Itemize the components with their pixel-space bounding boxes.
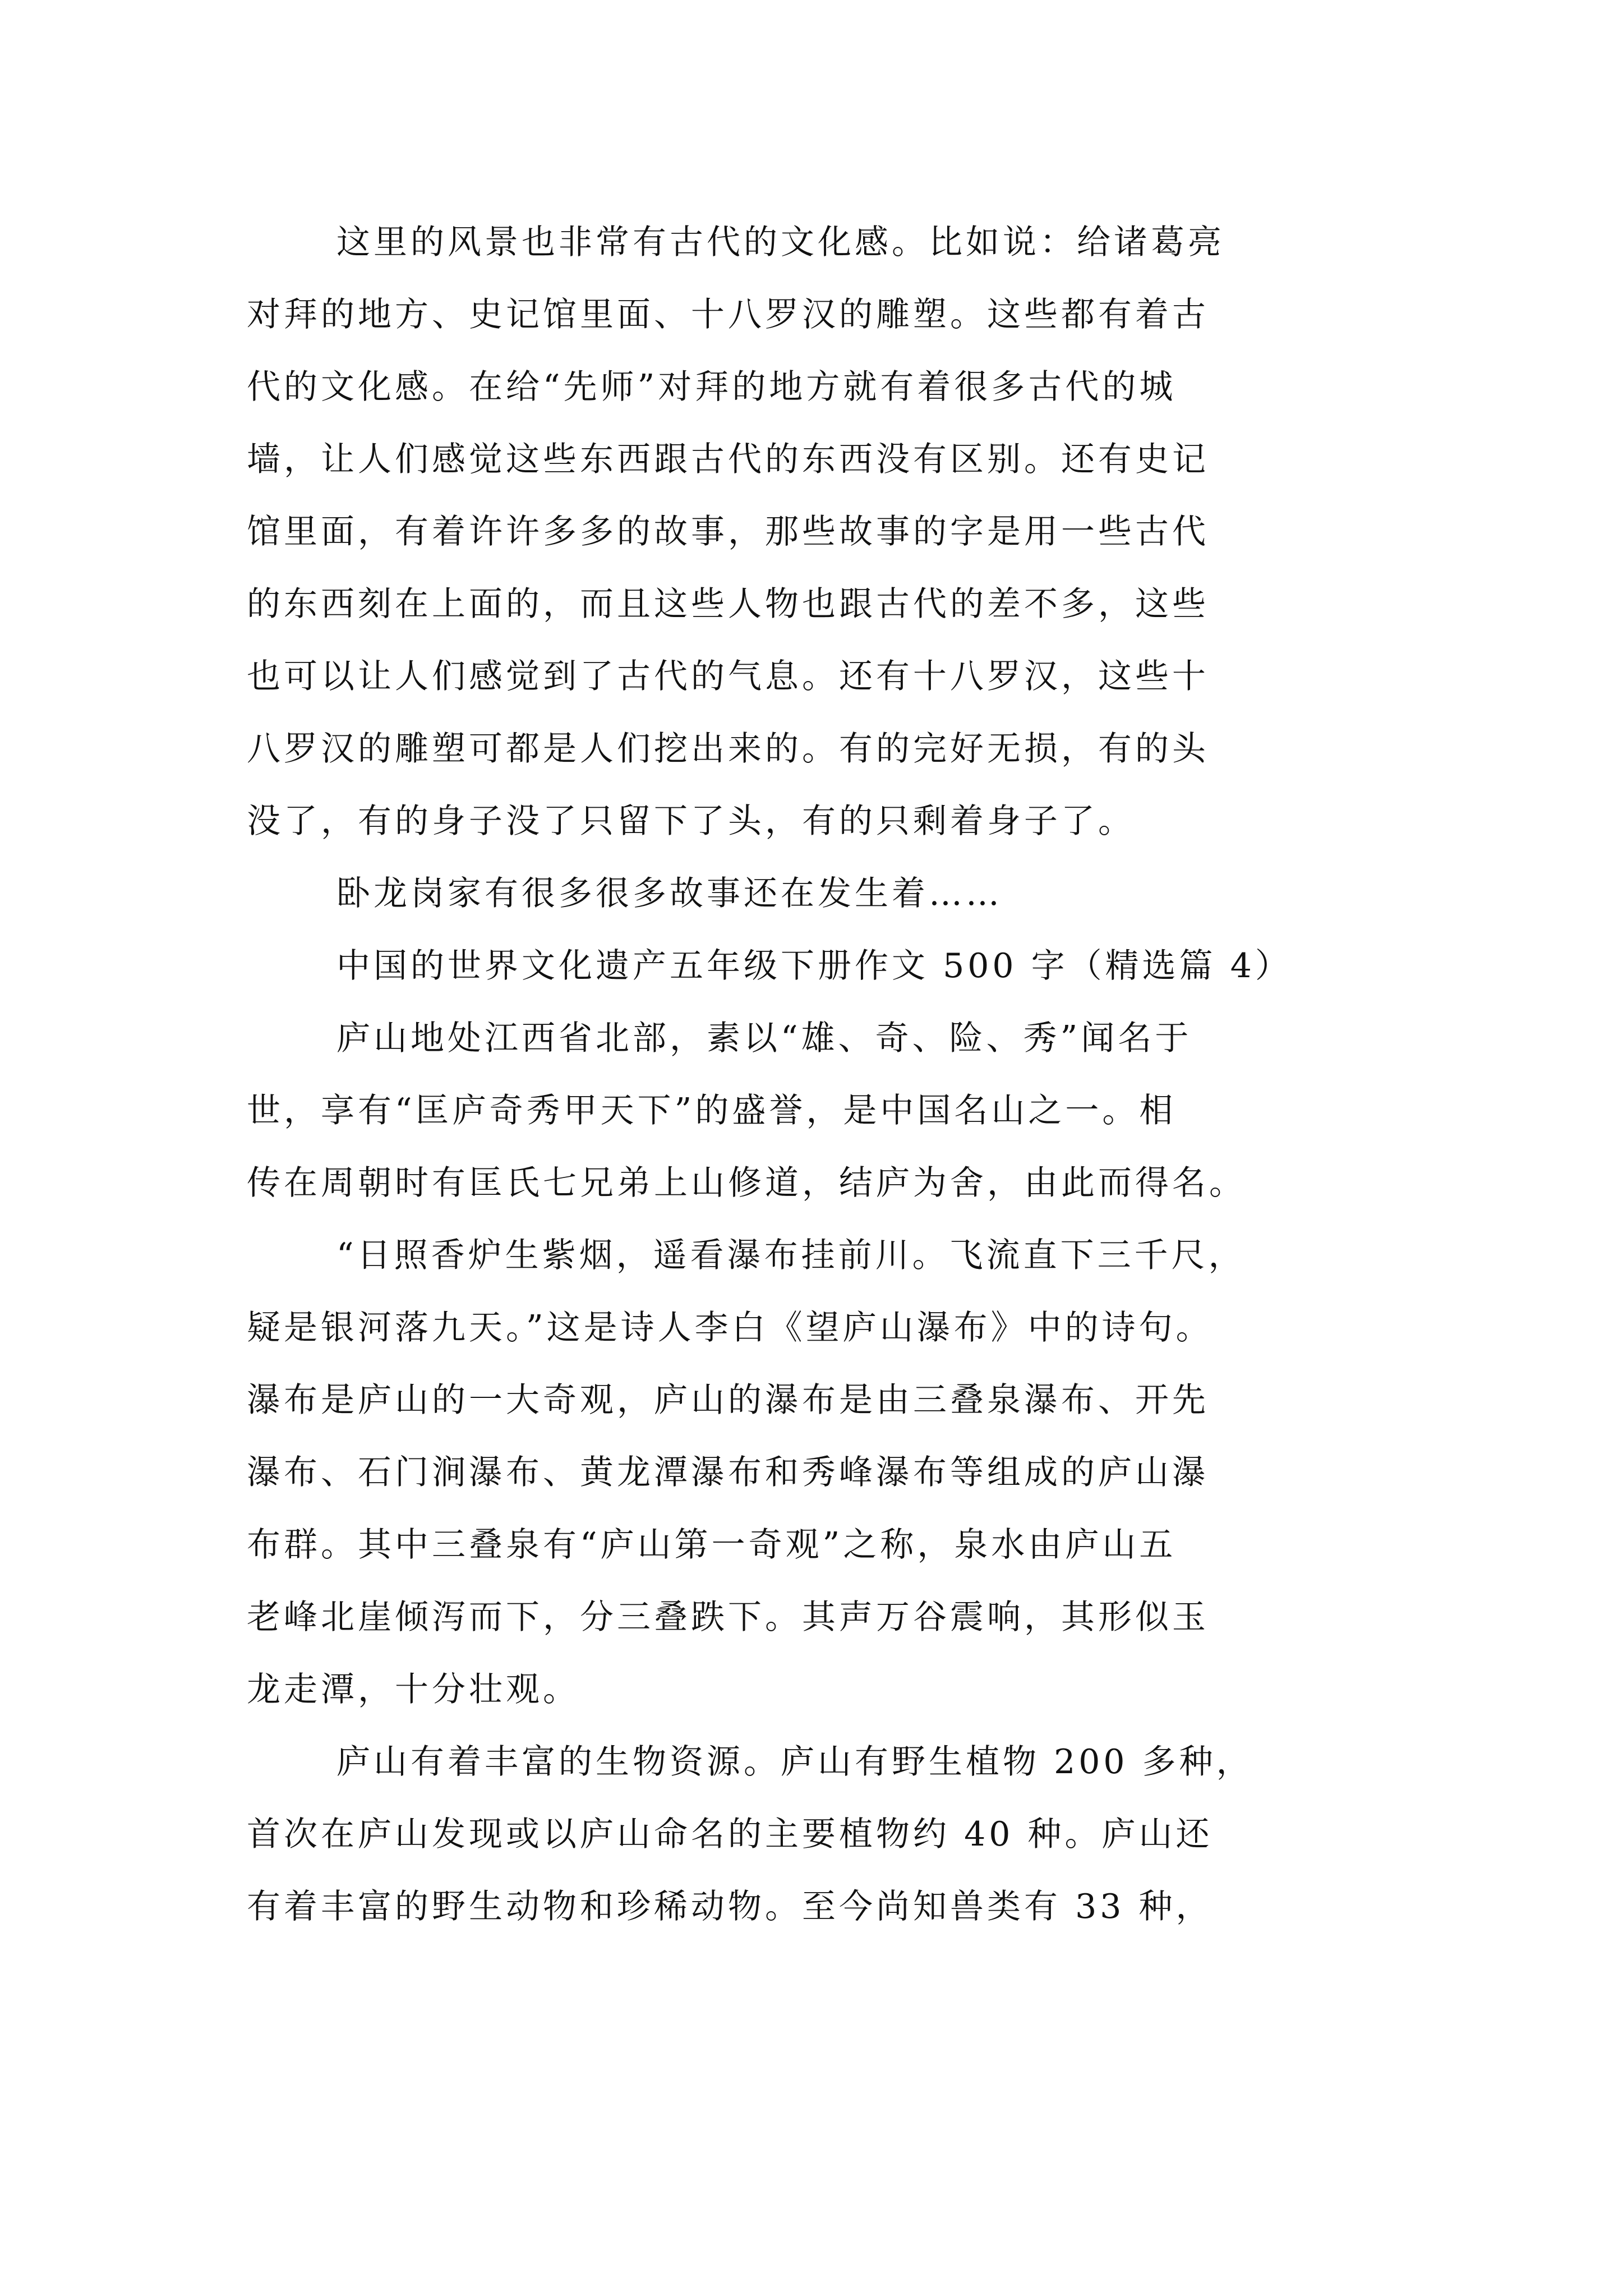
paragraph-line: 龙走潭，十分壮观。 <box>247 1670 580 1709</box>
paragraph-line: 也可以让人们感觉到了古代的气息。还有十八罗汉，这些十 <box>247 657 1209 696</box>
paragraph-line: 世，享有“匡庐奇秀甲天下”的盛誉，是中国名山之一。相 <box>247 1091 1177 1130</box>
paragraph-line: 中国的世界文化遗产五年级下册作文 500 字（精选篇 4） <box>336 946 1292 986</box>
paragraph-line: 首次在庐山发现或以庐山命名的主要植物约 40 种。庐山还 <box>247 1815 1213 1854</box>
paragraph-line: 墙，让人们感觉这些东西跟古代的东西没有区别。还有史记 <box>247 440 1209 479</box>
paragraph-line: 庐山地处江西省北部，素以“雄、奇、险、秀”闻名于 <box>336 1019 1192 1058</box>
paragraph-line: 的东西刻在上面的，而且这些人物也跟古代的差不多，这些 <box>247 585 1209 624</box>
paragraph-line: 馆里面，有着许许多多的故事，那些故事的字是用一些古代 <box>247 512 1209 551</box>
paragraph-line: 代的文化感。在给“先师”对拜的地方就有着很多古代的城 <box>247 367 1177 407</box>
paragraph-line: “日照香炉生紫烟，遥看瀑布挂前川。飞流直下三千尺， <box>336 1236 1246 1275</box>
paragraph-line: 有着丰富的野生动物和珍稀动物。至今尚知兽类有 33 种， <box>247 1887 1213 1926</box>
paragraph-line: 疑是银河落九天。”这是诗人李白《望庐山瀑布》中的诗句。 <box>247 1308 1213 1347</box>
paragraph-line: 没了，有的身子没了只留下了头，有的只剩着身子了。 <box>247 802 1135 841</box>
paragraph-line: 对拜的地方、史记馆里面、十八罗汉的雕塑。这些都有着古 <box>247 295 1209 334</box>
paragraph-line: 卧龙岗家有很多很多故事还在发生着…… <box>336 874 1003 913</box>
paragraph-line: 这里的风景也非常有古代的文化感。比如说：给诸葛亮 <box>336 223 1225 262</box>
paragraph-line: 传在周朝时有匡氏七兄弟上山修道，结庐为舍，由此而得名。 <box>247 1163 1246 1203</box>
paragraph-line: 瀑布是庐山的一大奇观，庐山的瀑布是由三叠泉瀑布、开先 <box>247 1381 1209 1420</box>
paragraph-line: 庐山有着丰富的生物资源。庐山有野生植物 200 多种， <box>336 1742 1253 1782</box>
paragraph-line: 布群。其中三叠泉有“庐山第一奇观”之称，泉水由庐山五 <box>247 1525 1177 1565</box>
paragraph-line: 老峰北崖倾泻而下，分三叠跌下。其声万谷震响，其形似玉 <box>247 1598 1209 1637</box>
paragraph-line: 瀑布、石门涧瀑布、黄龙潭瀑布和秀峰瀑布等组成的庐山瀑 <box>247 1453 1209 1492</box>
paragraph-line: 八罗汉的雕塑可都是人们挖出来的。有的完好无损，有的头 <box>247 729 1209 769</box>
